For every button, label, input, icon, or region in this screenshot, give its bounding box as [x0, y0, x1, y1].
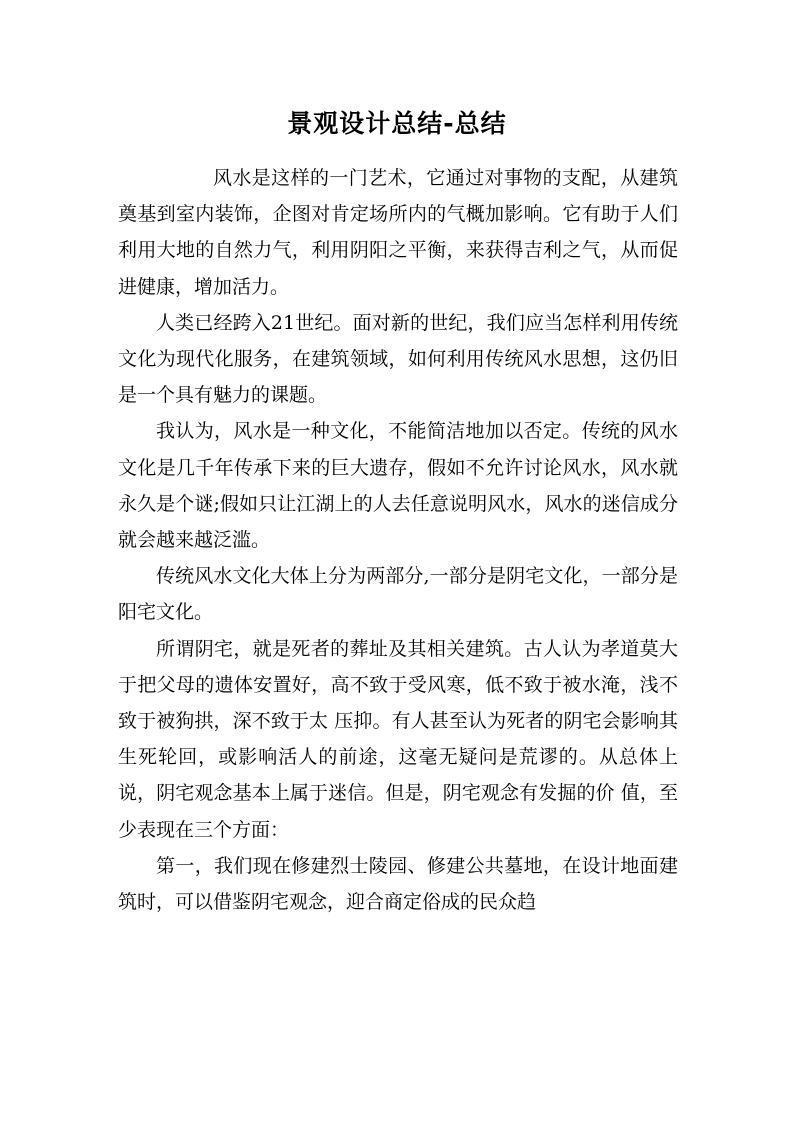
paragraph: 第一，我们现在修建烈士陵园、修建公共墓地，在设计地面建筑时，可以借鉴阴宅观念，迎合商定俗成的民众趋	[118, 854, 678, 914]
paragraph: 所谓阴宅，就是死者的葬址及其相关建筑。古人认为孝道莫大于把父母的遗体安置好，高不致于受风寒，低不致于被水淹，浅不致于被狗拱，深不致于太 压抑。有人甚至认为死者的阴宅会影响其生死轮回，或影响活人的前途，这毫无疑问是荒谬的。从总体上说，阴宅观念基本上属于迷信。但是，阴宅观念有发掘的价 值，至少表现在三个方面：	[118, 637, 678, 841]
paragraph: 我认为，风水是一种文化，不能简洁地加以否定。传统的风水文化是几千年传承下来的巨大遗存，假如不允许讨论风水，风水就永久是个谜;假如只让江湖上的人去任意说明风水，风水的迷信成分就会越来越泛滥。	[118, 420, 678, 552]
paragraph: 传统风水文化大体上分为两部分,一部分是阴宅文化，一部分是阳宅文化。	[118, 565, 678, 624]
document-body	[118, 160, 678, 920]
document-title: 景观设计总结-总结	[287, 109, 507, 138]
paragraph: 人类已经跨入21世纪。面对新的世纪，我们应当怎样利用传统文化为现代化服务，在建筑领域，如何利用传统风水思想，这仍旧是一个具有魅力的课题。	[118, 311, 678, 407]
paragraph: 风水是这样的一门艺术，它通过对事物的支配，从建筑奠基到室内装饰，企图对肯定场所内的气概加影响。它有助于人们利用大地的自然力气，利用阴阳之平衡，来获得吉利之气，从而促进健康，增加活力。	[118, 167, 678, 298]
